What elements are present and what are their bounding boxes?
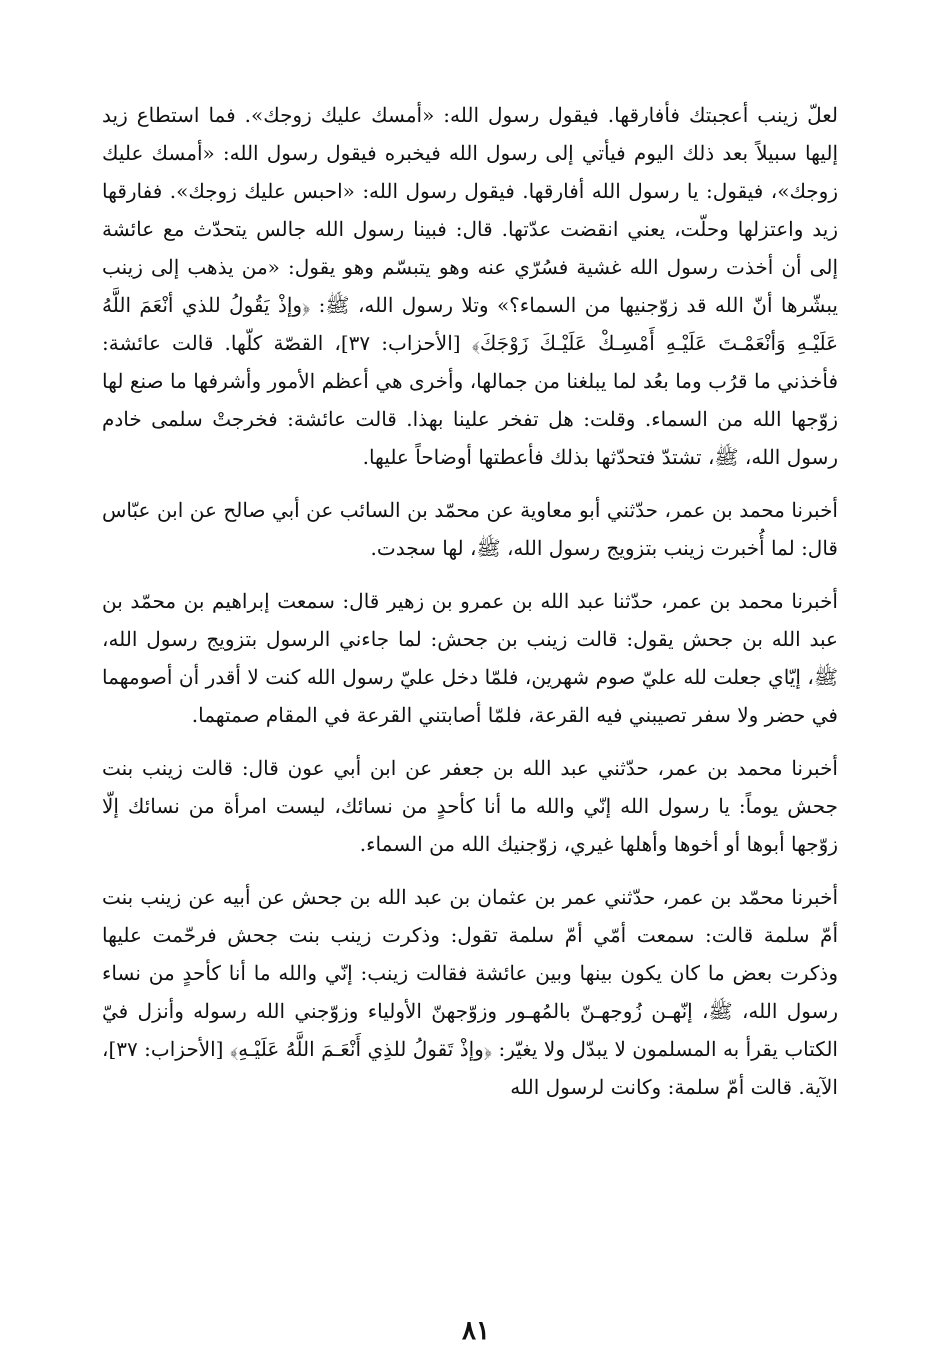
page-number: ٨١	[462, 1316, 490, 1346]
paragraph-2: أخبرنا محمد بن عمر، حدّثني أبو معاوية عن محمّد بن السائب عن أبي صالح عن ابن عبّاس قال: لما أُخبرت زينب بتزويج رسول الله، ﷺ، لها سجدت.	[102, 498, 838, 560]
page-body	[102, 96, 838, 1106]
paragraph-3: أخبرنا محمد بن عمر، حدّثنا عبد الله بن عمرو بن زهير قال: سمعت إبراهيم بن محمّد بن عبد الله بن جحش يقول: قالت زينب بن جحش: لما جاءني الرسول بتزويج رسول الله، ﷺ، إيّاي جعلت لله عليّ صوم شهرين، فلمّا دخل عليّ رسول الله كنت لا أقدر أن أصومهما في حضر ولا سفر تصيبني فيه القرعة، فلمّا أصابتني القرعة في المقام صمتهما.	[102, 589, 838, 727]
paragraph-1: لعلّ زينب أعجبتك فأفارقها. فيقول رسول الله: «أمسك عليك زوجك». فما استطاع زيد إليها سبيلاً بعد ذلك اليوم فيأتي إلى رسول الله فيخبره فيقول رسول الله: «أمسك عليك زوجك»، فيقول: يا رسول الله أفارقها. فيقول رسول الله: «احبس عليك زوجك». ففارقها زيد واعتزلها وحلّت، يعني انقضت عدّتها. قال: فبينا رسول الله جالس يتحدّث مع عائشة إلى أن أخذت رسول الله غشية فسُرّي عنه وهو يتبسّم وهو يقول: «من يذهب إلى زينب يبشّرها أنّ الله قد زوّجنيها من السماء؟» وتلا رسول الله، ﷺ: ﴿وإذْ يَقُولُ للذي أنْعَمَ اللَّهُ عَلَيْـهِ وَأنْعَمْـتَ عَلَيْـهِ أَمْسِـكْ عَلَيْـكَ زَوْجَكَ﴾ [الأحزاب: ٣٧]، القصّة كلّها. قالت عائشة: فأخذني ما قرُب وما بعُد لما يبلغنا من جمالها، وأخرى هي أعظم الأمور وأشرفها ما صنع لها زوّجها الله من السماء. وقلت: هل تفخر علينا بهذا. قالت عائشة: فخرجتْ سلمى خادم رسول الله، ﷺ، تشتدّ فتحدّثها بذلك فأعطتها أوضاحاً عليها.	[102, 103, 839, 469]
paragraph-4: أخبرنا محمد بن عمر، حدّثني عبد الله بن جعفر عن ابن أبي عون قال: قالت زينب بنت جحش يوماً: يا رسول الله إنّي والله ما أنا كأحدٍ من نسائك، ليست امرأة من نسائك إلّا زوّجها أبوها أو أخوها وأهلها غيري، زوّجنيك الله من السماء.	[102, 756, 838, 856]
paragraph-5: أخبرنا محمّد بن عمر، حدّثني عمر بن عثمان بن عبد الله بن جحش عن أبيه عن زينب بنت أمّ سلمة قالت: سمعت أمّي أمّ سلمة تقول: وذكرت زينب بنت جحش فرحّمت عليها وذكرت بعض ما كان يكون بينها وبين عائشة فقالت زينب: إنّي والله ما أنا كأحدٍ من نساء رسول الله، ﷺ، إنّهـن زُوجهـنّ بالمُهـور وزوّجهنّ الأولياء وزوّجني الله رسوله وأنزل فيّ الكتاب يقرأ به المسلمون لا يبدّل ولا يغيّر: ﴿وإذْ تَقولُ للذِي أَنْعَـمَ اللَّهُ عَلَيْـهِ﴾ [الأحزاب: ٣٧]، الآية. قالت أمّ سلمة: وكانت لرسول الله	[102, 885, 838, 1099]
